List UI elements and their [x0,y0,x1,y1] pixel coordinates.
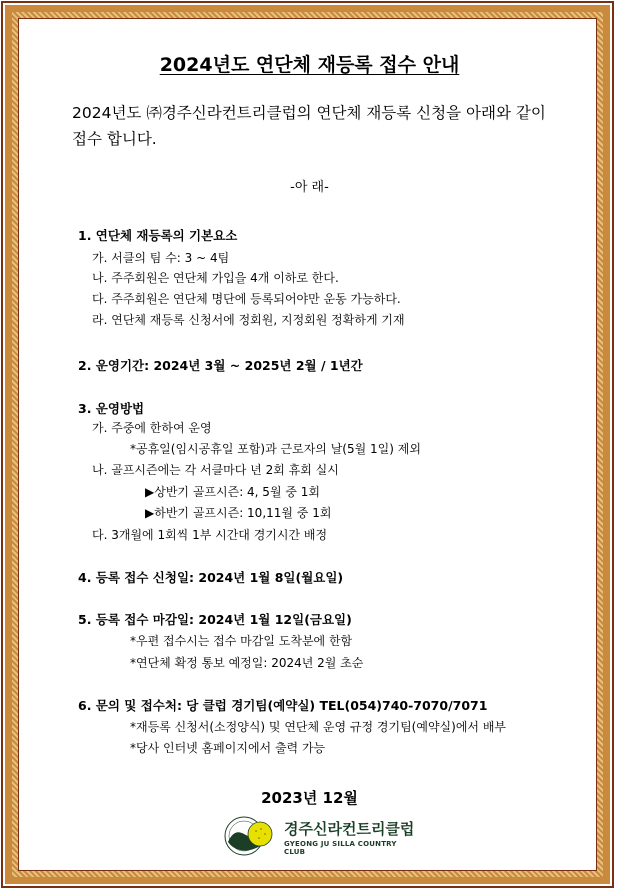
section-3-arrow-1: ▶상반기 골프시즌: 4, 5월 중 1회 [145,485,320,499]
club-logo-subtitle: GYEONG JU SILLA COUNTRY CLUB [284,840,397,856]
intro-paragraph: 2024년도 ㈜경주신라컨트리클럽의 연단체 재등록 신청을 아래와 같이 접수 합니다. [72,104,546,148]
club-logo [220,812,420,860]
section-3-item-da: 다. 3개월에 1회씩 1부 시간대 경기시간 배정 [92,528,328,542]
section-3-arrow-2: ▶하반기 골프시즌: 10,11월 중 1회 [145,506,332,520]
section-1-heading: 1. 연단체 재등록의 기본요소 [78,228,238,243]
section-1-item-2: 나. 주주회원은 연단체 가입을 4개 이하로 한다. [92,271,339,285]
section-3-item-ga: 가. 주중에 한하여 운영 [92,421,212,435]
section-5-note-1: *우편 접수시는 접수 마감일 도착분에 한함 [130,634,353,648]
section-1-item-1: 가. 서클의 팀 수: 3 ~ 4팀 [92,251,230,265]
issue-date: 2023년 12월 [261,789,358,807]
section-3-note-ga: *공휴일(임시공휴일 포함)과 근로자의 날(5월 1일) 제외 [130,442,421,456]
section-3-heading: 3. 운영방법 [78,401,145,416]
section-6-note-1: *재등록 신청서(소정양식) 및 연단체 운영 규정 경기팀(예약실)에서 배부 [130,720,507,734]
section-2-heading: 2. 운영기간: 2024년 3월 ~ 2025년 2월 / 1년간 [78,358,363,373]
section-6-heading: 6. 문의 및 접수처: 당 클럽 경기팀(예약실) TEL(054)740-7070/7071 [78,698,488,713]
section-5-heading: 5. 등록 접수 마감일: 2024년 1월 12일(금요일) [78,612,352,627]
section-3-item-na: 나. 골프시즌에는 각 서클마다 년 2회 휴회 실시 [92,463,339,477]
section-5-note-2: *연단체 확정 통보 예정일: 2024년 2월 초순 [130,656,364,670]
club-logo-name: 경주신라컨트리클럽 [284,820,415,838]
notice-title-text: 2024년도 연단체 재등록 접수 안내 [159,54,460,76]
section-1-item-4: 라. 연단체 재등록 신청서에 정회원, 지정회원 정확하게 기재 [92,313,405,327]
below-label: -아 래- [290,180,329,195]
notice-title [0,50,619,77]
section-6-note-2: *당사 인터넷 홈페이지에서 출력 가능 [130,741,326,755]
club-emblem-icon [220,812,280,860]
section-4-heading: 4. 등록 접수 신청일: 2024년 1월 8일(월요일) [78,570,344,585]
section-1-item-3: 다. 주주회원은 연단체 명단에 등록되어야만 운동 가능하다. [92,292,401,306]
